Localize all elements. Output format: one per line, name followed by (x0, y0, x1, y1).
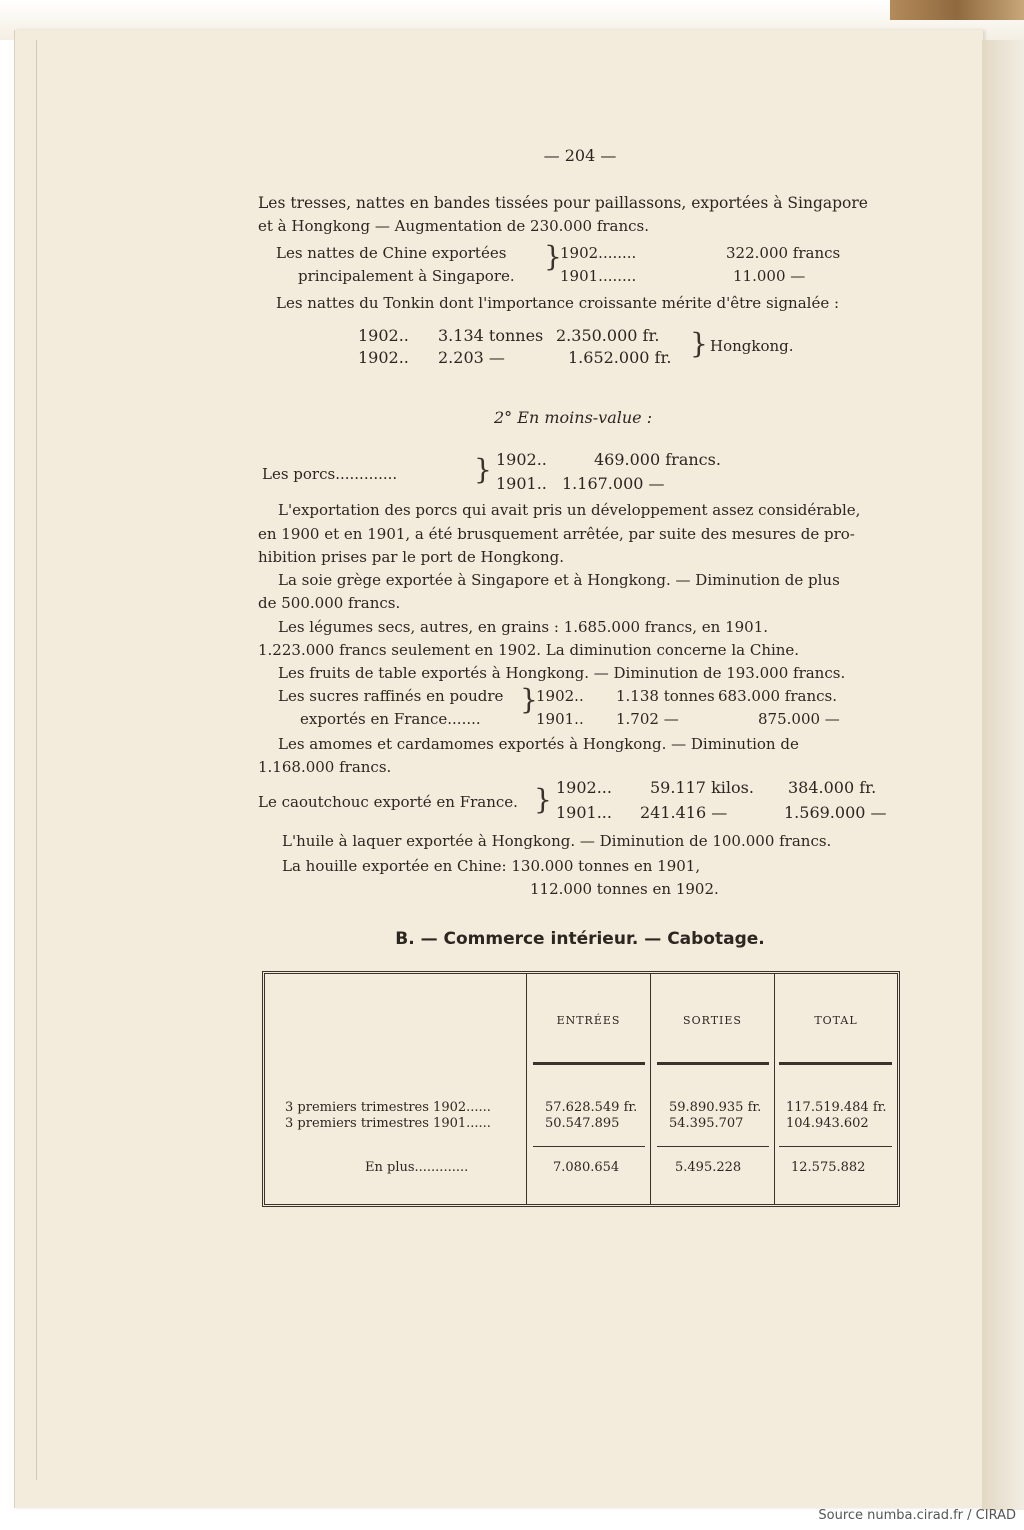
paragraph-soie-line-1: La soie grège exportée à Singapore et à Hongkong. — Diminution de plus (278, 571, 840, 589)
porcs-year-1901: 1901.. (496, 474, 547, 493)
sucres-value-1901: 875.000 — (758, 710, 840, 728)
tonkin-year-2: 1902.. (358, 348, 409, 367)
nattes-chine-label-1: Les nattes de Chine exportées (276, 244, 507, 262)
column-header-total: TOTAL (814, 1014, 858, 1027)
tonkin-quantity-2: 2.203 — (438, 348, 505, 367)
brace: } (544, 240, 562, 273)
paragraph-houille-line-1: La houille exportée en Chine: 130.000 tonnes en 1901, (282, 857, 701, 875)
paragraph-houille-line-2: 112.000 tonnes en 1902. (530, 880, 719, 898)
nattes-chine-year-1902: 1902........ (560, 244, 637, 262)
header-rule (533, 1062, 645, 1065)
tonkin-quantity-1: 3.134 tonnes (438, 326, 544, 345)
caoutchouc-value-1901: 1.569.000 — (784, 803, 887, 822)
paragraph-porcs-line-2: en 1900 et en 1901, a été brusquement arrêtée, par suite des mesures de pro- (258, 525, 855, 543)
nattes-chine-value-1901: 11.000 — (733, 267, 806, 285)
caoutchouc-quantity-1901: 241.416 — (640, 803, 728, 822)
table-cell-sorties: 54.395.707 (669, 1116, 744, 1131)
porcs-value-1901: 1.167.000 — (562, 474, 665, 493)
column-header-entrees: ENTRÉES (556, 1014, 621, 1027)
table-cell-sorties: 59.890.935 fr. (669, 1100, 762, 1115)
column-divider (526, 974, 527, 1204)
page-fold-line (36, 40, 37, 1480)
table-row-label: 3 premiers trimestres 1901...... (285, 1116, 491, 1131)
table-cell-total: 117.519.484 fr. (786, 1100, 887, 1115)
tonkin-value-1: 2.350.000 fr. (556, 326, 660, 345)
sucres-year-1902: 1902.. (536, 687, 584, 705)
table-cell-total: 104.943.602 (786, 1116, 869, 1131)
sucres-year-1901: 1901.. (536, 710, 584, 728)
brace: } (520, 683, 538, 716)
caoutchouc-year-1901: 1901... (556, 803, 612, 822)
summary-sorties: 5.495.228 (675, 1160, 742, 1175)
sum-rule (657, 1146, 769, 1147)
tonkin-destination: Hongkong. (710, 337, 794, 355)
paragraph-huile: L'huile à laquer exportée à Hongkong. — Diminution de 100.000 francs. (282, 832, 832, 850)
paragraph-tresses-line-1: Les tresses, nattes en bandes tissées pour paillassons, exportées à Singapore (258, 194, 868, 212)
sucres-quantity-1902: 1.138 tonnes (616, 687, 715, 705)
header-rule (779, 1062, 892, 1065)
column-divider (774, 974, 775, 1204)
sucres-label-1: Les sucres raffinés en poudre (278, 687, 504, 705)
summary-entrees: 7.080.654 (553, 1160, 620, 1175)
summary-label: En plus............. (365, 1160, 469, 1175)
summary-total: 12.575.882 (791, 1160, 866, 1175)
cabotage-table (262, 971, 900, 1207)
table-cell-entrees: 50.547.895 (545, 1116, 620, 1131)
paragraph-soie-line-2: de 500.000 francs. (258, 594, 401, 612)
brace: } (474, 453, 492, 486)
paragraph-porcs-line-1: L'exportation des porcs qui avait pris un développement assez considérable, (278, 501, 861, 519)
section-heading-cabotage: B. — Commerce intérieur. — Cabotage. (395, 929, 765, 949)
sum-rule (533, 1146, 645, 1147)
sucres-label-2: exportés en France....... (300, 710, 481, 728)
paragraph-fruits: Les fruits de table exportés à Hongkong. — Diminution de 193.000 francs. (278, 664, 846, 682)
table-cell-entrees: 57.628.549 fr. (545, 1100, 638, 1115)
caoutchouc-year-1902: 1902... (556, 778, 612, 797)
porcs-year-1902: 1902.. (496, 450, 547, 469)
caoutchouc-quantity-1902: 59.117 kilos. (650, 778, 754, 797)
porcs-value-1902: 469.000 francs. (594, 450, 721, 469)
tonkin-value-2: 1.652.000 fr. (568, 348, 672, 367)
caoutchouc-label: Le caoutchouc exporté en France. (258, 793, 518, 811)
porcs-label: Les porcs............. (262, 465, 398, 483)
sucres-quantity-1901: 1.702 — (616, 710, 679, 728)
paragraph-amomes-line-1: Les amomes et cardamomes exportés à Hongkong. — Diminution de (278, 735, 799, 753)
brace: } (534, 783, 552, 816)
section-moins-value: 2° En moins-value : (494, 408, 653, 427)
brace: } (690, 327, 708, 360)
paragraph-amomes-line-2: 1.168.000 francs. (258, 758, 392, 776)
table-row-label: 3 premiers trimestres 1902...... (285, 1100, 491, 1115)
paragraph-legumes-line-1: Les légumes secs, autres, en grains : 1.685.000 francs, en 1901. (278, 618, 769, 636)
tonkin-year-1: 1902.. (358, 326, 409, 345)
paragraph-legumes-line-2: 1.223.000 francs seulement en 1902. La diminution concerne la Chine. (258, 641, 800, 659)
nattes-chine-label-2: principalement à Singapore. (298, 267, 515, 285)
sucres-value-1902: 683.000 francs. (718, 687, 837, 705)
nattes-chine-value-1902: 322.000 francs (726, 244, 841, 262)
column-divider (650, 974, 651, 1204)
header-rule (657, 1062, 769, 1065)
column-header-sorties: SORTIES (683, 1014, 742, 1027)
sum-rule (779, 1146, 892, 1147)
page-number: — 204 — (543, 146, 617, 165)
paragraph-porcs-line-3: hibition prises par le port de Hongkong. (258, 548, 565, 566)
page-edge-shadow (982, 40, 1024, 1510)
paragraph-tresses-line-2: et à Hongkong — Augmentation de 230.000 francs. (258, 217, 650, 235)
source-credit: Source numba.cirad.fr / CIRAD (818, 1508, 1016, 1523)
nattes-tonkin-intro: Les nattes du Tonkin dont l'importance croissante mérite d'être signalée : (276, 294, 840, 312)
binding-ribbon (890, 0, 1024, 20)
nattes-chine-year-1901: 1901........ (560, 267, 637, 285)
caoutchouc-value-1902: 384.000 fr. (788, 778, 877, 797)
